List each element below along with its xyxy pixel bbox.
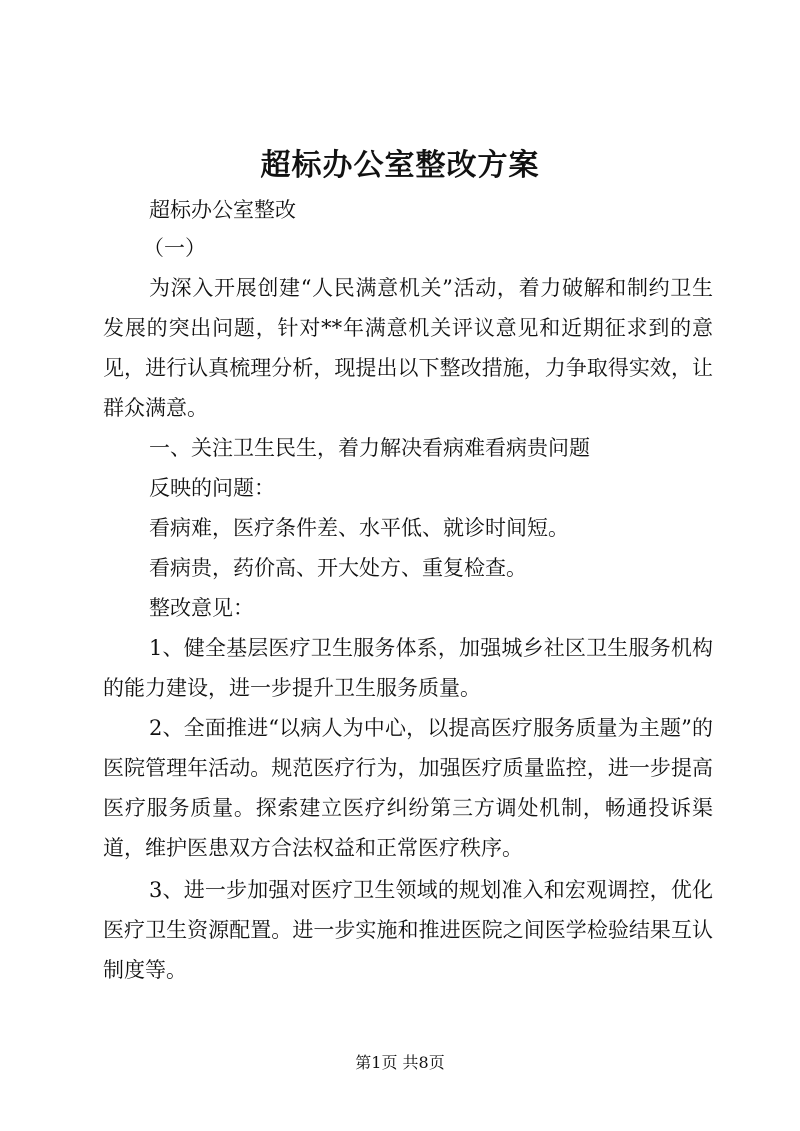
paragraph-section-number: （一） — [143, 236, 206, 260]
paragraph-advice-label: 整改意见： — [149, 596, 254, 620]
paragraph-issue-2: 看病贵，药价高、开大处方、重复检查。 — [149, 556, 527, 580]
document-title: 超标办公室整改方案 — [260, 148, 540, 183]
paragraph-issues-label: 反映的问题： — [149, 476, 275, 500]
paragraph-subtitle: 超标办公室整改 — [149, 198, 296, 222]
paragraph-item-1: 1、健全基层医疗卫生服务体系，加强城乡社区卫生服务机构的能力建设，进一步提升卫生服务质量。 — [103, 636, 713, 700]
paragraph-item-3: 3、进一步加强对医疗卫生领域的规划准入和宏观调控，优化医疗卫生资源配置。进一步实施和推进医院之间医学检验结果互认制度等。 — [103, 878, 713, 982]
paragraph-item-2: 2、全面推进“以病人为中心，以提高医疗服务质量为主题”的医院管理年活动。规范医疗行为，加强医疗质量监控，进一步提高医疗服务质量。探索建立医疗纠纷第三方调处机制，畅通投诉渠道，维护医患双方合法权益和正常医疗秩序。 — [103, 716, 713, 860]
page-footer: 第1页 共8页 — [355, 1053, 445, 1072]
paragraph-heading-1: 一、关注卫生民生，着力解决看病难看病贵问题 — [149, 436, 590, 460]
paragraph-intro: 为深入开展创建“人民满意机关”活动，着力破解和制约卫生发展的突出问题，针对**年满意机关评议意见和近期征求到的意见，进行认真梳理分析，现提出以下整改措施，力争取得实效，让群众满意。 — [103, 276, 713, 420]
paragraph-issue-1: 看病难，医疗条件差、水平低、就诊时间短。 — [149, 516, 569, 540]
